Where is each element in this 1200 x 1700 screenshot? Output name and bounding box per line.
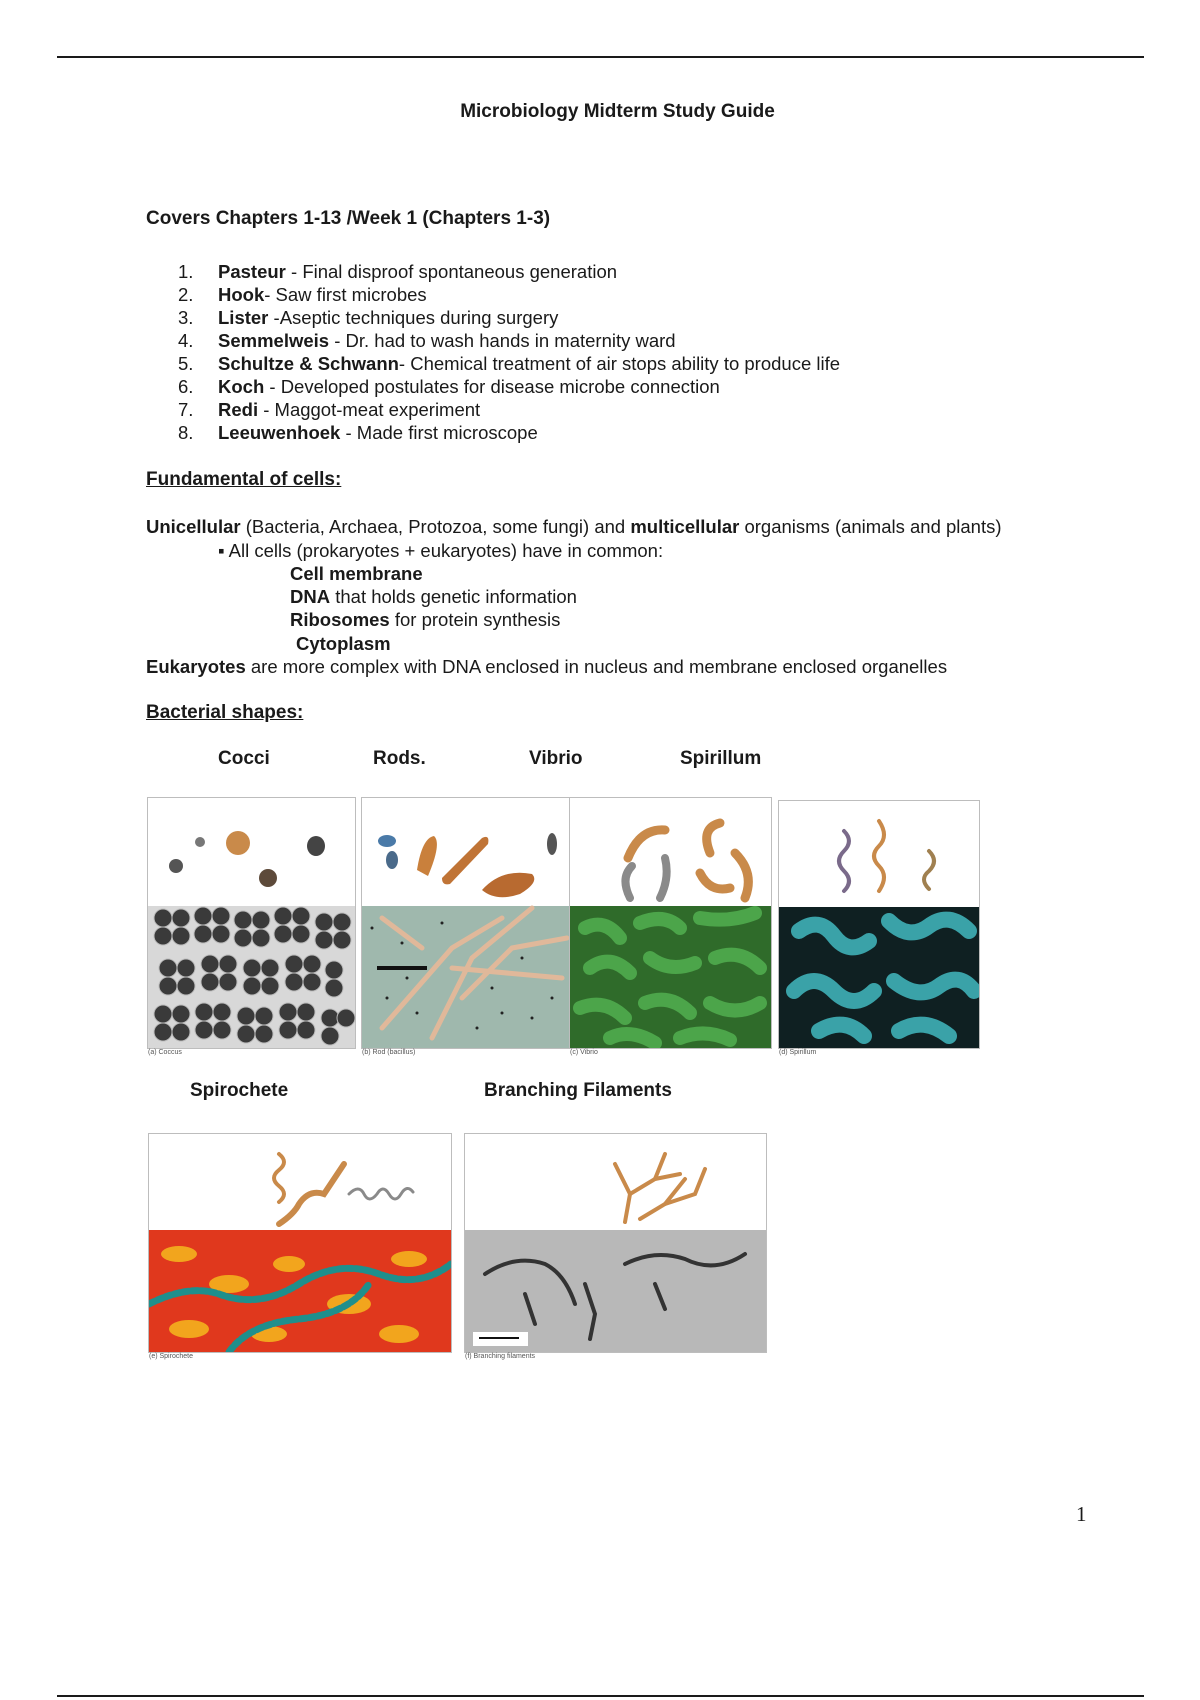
list-item: 6. Koch - Developed postulates for disease microbe connection	[178, 376, 720, 397]
vibrio-illustration	[570, 798, 771, 1048]
rods-illustration	[362, 798, 569, 1048]
common-bullet: ▪ All cells (prokaryotes + eukaryotes) have in common:	[218, 540, 664, 561]
caption-spirochete: (e) Spirochete	[149, 1353, 193, 1360]
shape-label-cocci: Cocci	[218, 748, 270, 769]
branching-image	[464, 1133, 767, 1353]
spirochete-illustration	[149, 1134, 451, 1352]
bottom-rule	[57, 1695, 1144, 1697]
vibrio-image	[569, 797, 772, 1049]
list-item: 2. Hook- Saw first microbes	[178, 284, 427, 305]
list-item: 5. Schultze & Schwann- Chemical treatment of air stops ability to produce life	[178, 353, 841, 374]
shape-label-spirillum: Spirillum	[680, 748, 762, 769]
list-item: 8. Leeuwenhoek - Made first microscope	[178, 422, 538, 443]
caption-spirillum: (d) Spirillum	[779, 1049, 817, 1056]
caption-cocci: (a) Coccus	[148, 1049, 182, 1056]
caption-branching: (f) Branching filaments	[465, 1353, 536, 1360]
page-number: 1	[1076, 1502, 1087, 1526]
common-item: Cytoplasm	[296, 633, 391, 654]
list-item: 4. Semmelweis - Dr. had to wash hands in maternity ward	[178, 330, 676, 351]
cocci-illustration	[148, 798, 355, 1048]
shape-label-vibrio: Vibrio	[529, 748, 583, 769]
cover-line: Covers Chapters 1-13 /Week 1 (Chapters 1-3)	[146, 208, 551, 229]
branching-illustration	[465, 1134, 766, 1352]
common-item: Cell membrane	[290, 563, 423, 584]
page-title: Microbiology Midterm Study Guide	[460, 101, 775, 122]
caption-rods: (b) Rod (bacillus)	[362, 1049, 416, 1056]
spirillum-illustration	[779, 801, 979, 1048]
shape-label-spirochete: Spirochete	[190, 1080, 289, 1101]
pioneer-list	[178, 260, 840, 444]
cocci-image	[147, 797, 356, 1049]
top-rule	[57, 56, 1144, 58]
shapes-heading: Bacterial shapes:	[146, 702, 304, 723]
list-item: 1. Pasteur - Final disproof spontaneous generation	[178, 261, 618, 282]
common-item: Ribosomes for protein synthesis	[290, 609, 561, 630]
spirillum-image	[778, 800, 980, 1049]
spirochete-image	[148, 1133, 452, 1353]
common-item: DNA that holds genetic information	[290, 586, 577, 607]
list-item: 7. Redi - Maggot-meat experiment	[178, 399, 481, 420]
unicellular-line: Unicellular (Bacteria, Archaea, Protozoa, some fungi) and multicellular organisms (animals and plants)	[146, 516, 1002, 537]
shape-label-rods: Rods.	[373, 748, 426, 769]
caption-vibrio: (c) Vibrio	[570, 1049, 598, 1056]
list-item: 3. Lister -Aseptic techniques during surgery	[178, 307, 559, 328]
eukaryotes-line: Eukaryotes are more complex with DNA enclosed in nucleus and membrane enclosed organelles	[146, 656, 948, 677]
shape-label-branching: Branching Filaments	[484, 1080, 672, 1101]
fundamentals-heading: Fundamental of cells:	[146, 469, 342, 490]
rods-image	[361, 797, 570, 1049]
